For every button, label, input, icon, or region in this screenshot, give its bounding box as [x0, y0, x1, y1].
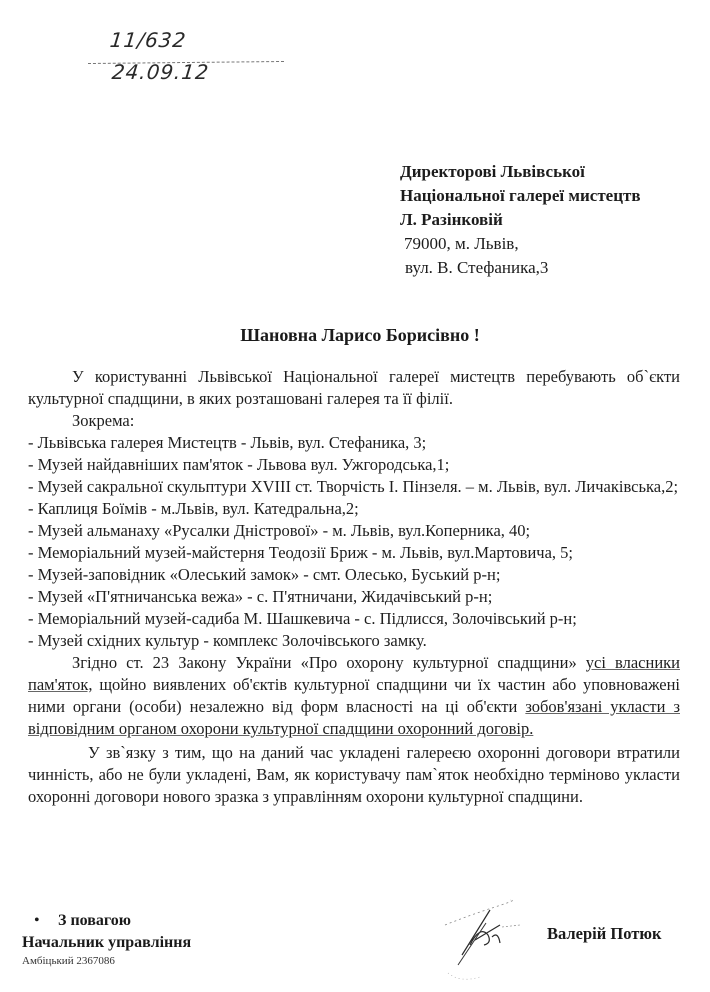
bullet-mark: •: [34, 912, 40, 929]
executor-note: Амбіцький 2367086: [22, 955, 115, 967]
law-text-2: щойно виявлених об'єктів культурної спадщини чи їх частин або уповноважені ними органи (особи) незалежно від форм власності на ці об'єкти: [28, 675, 680, 716]
list-intro: Зокрема:: [72, 411, 135, 430]
intro-paragraph: У користуванні Львівської Національної галереї мистецтв перебувають об`єкти культурної спадщини, в яких розташовані галерея та її філії.: [28, 367, 680, 408]
addressee-name: Л. Разінковій: [400, 210, 503, 229]
addressee-city: 79000, м. Львів,: [404, 234, 519, 253]
addressee-street: вул. В. Стефаника,3: [405, 258, 549, 277]
registration-number: 11/632: [108, 28, 188, 52]
list-item: - Музей-заповідник «Олеський замок» - смт. Олесько, Буський р-н;: [28, 565, 501, 584]
list-item: - Музей «П'ятничанська вежа» - с. П'ятничани, Жидачівський р-н;: [28, 587, 493, 606]
final-paragraph: У зв`язку з тим, що на даний час укладені галереєю охоронні договори втратили чинність, або не були укладені, Вам, як користувачу пам`яток необхідно терміново укласти охоронні договори нового зразка з управлінням охорони культурної спадщини.: [28, 743, 680, 806]
list-item: - Музей альманаху «Русалки Дністрової» - м. Львів, вул.Коперника, 40;: [28, 521, 531, 540]
list-item: - Музей сакральної скульптури XVIII ст. Творчість І. Пінзеля. – м. Львів, вул. Личаківська,2;: [28, 477, 679, 496]
addressee-block: [400, 160, 641, 280]
signer-name: Валерій Потюк: [547, 924, 662, 943]
list-item: - Музей східних культур - комплекс Золочівського замку.: [28, 631, 427, 650]
letter-body: [28, 366, 680, 808]
list-item: - Музей найдавніших пам'яток - Львова вул. Ужгородська,1;: [28, 455, 450, 474]
closing-regards: З повагою: [58, 912, 131, 929]
law-paragraph: [28, 652, 680, 740]
salutation: Шановна Ларисо Борисівно !: [240, 325, 480, 345]
law-underlined-owners: усі власники пам'яток,: [28, 653, 680, 694]
signer-position: Начальник управління: [22, 934, 192, 951]
law-text-1: Згідно ст. 23 Закону України «Про охорону культурної спадщини»: [72, 653, 586, 672]
list-item: - Львівська галерея Мистецтв - Львів, вул. Стефаника, 3;: [28, 433, 427, 452]
list-item: - Каплиця Боїмів - м.Львів, вул. Катедральна,2;: [28, 499, 359, 518]
list-item: - Меморіальний музей-майстерня Теодозії Бриж - м. Львів, вул.Мартовича, 5;: [28, 543, 573, 562]
handwritten-signature: [440, 895, 560, 990]
closing-block: [22, 910, 191, 968]
addressee-title: Директорові Львівської: [400, 162, 585, 181]
heritage-objects-list: [28, 432, 680, 652]
addressee-organization: Національної галереї мистецтв: [400, 186, 641, 205]
registration-date: 24.09.12: [110, 60, 211, 84]
list-item: - Меморіальний музей-садиба М. Шашкевича - с. Підлисся, Золочівський р-н;: [28, 609, 577, 628]
law-underlined-obligation: зобов'язані укласти з відповідним органом охорони культурної спадщини охоронний договір.: [28, 697, 680, 738]
